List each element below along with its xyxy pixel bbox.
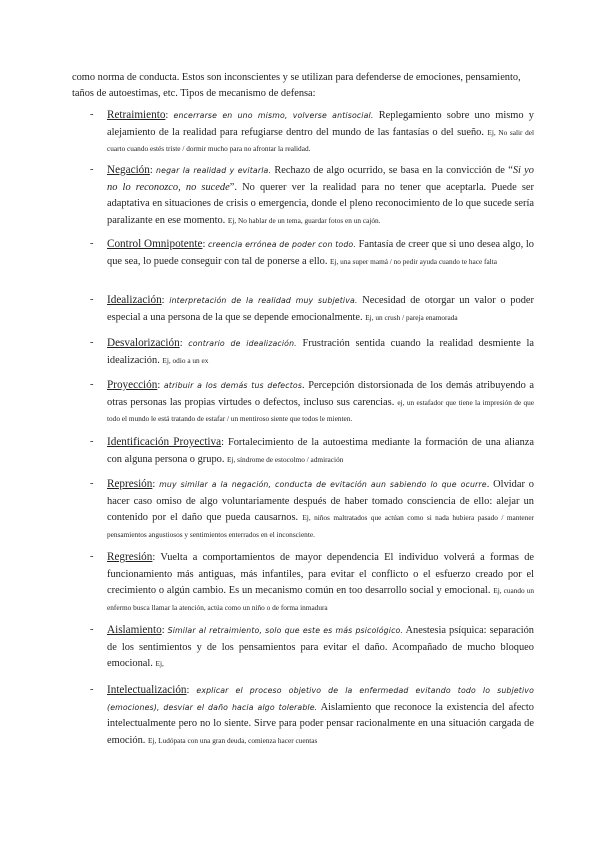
definition-text: . Olvidar o hacer caso omiso de algo voluntariamente después de haber tomado consciencia de ello: alejar un contenido por el daño que pueda causarnos.	[107, 479, 534, 524]
quote-text: Si yo no lo reconozco, no sucede	[107, 165, 534, 193]
term: Desvalorización	[107, 337, 180, 349]
bullet-dash: -	[90, 337, 94, 348]
list-item-regresion	[72, 549, 534, 616]
definition-text: Fortalecimiento de la autoestima mediante la formación de una alianza con alguna persona o grupo.	[107, 437, 534, 465]
term-colon: :	[161, 625, 168, 636]
term: Control Omnipotente	[107, 238, 203, 250]
term: Proyección	[107, 379, 158, 391]
definition-text: Vuelta a comportamientos de mayor dependencia El individuo volverá a formas de funcionamiento más antiguas, más infantiles, para evitar el conflicto o el esfuerzo creado por el crecimiento o algún cambio. Es un mecanismo común en too desarrollo social y emocional.	[107, 552, 535, 597]
definition-text: Anestesia psíquica: separación de los sentimientos y de los pensamientos para evitar el daño. Acompañado de mucho bloqueo emocional.	[107, 625, 534, 670]
handwritten-note: muy similar a la negación, conducta de evitación aun sabiendo lo que ocurre	[159, 480, 487, 489]
bullet-dash: -	[90, 294, 94, 305]
intro-paragraph: como norma de conducta. Estos son inconscientes y se utilizan para defenderse de emociones, pensamiento, taños de autoestimas, etc. Tipos de mecanismo de defensa:	[72, 72, 521, 99]
term-colon: :	[149, 165, 157, 176]
list-item-aislamiento	[72, 622, 534, 673]
term: Represión	[107, 478, 153, 490]
list-item-intelectualizacion	[72, 682, 534, 749]
bullet-dash: -	[90, 164, 94, 175]
example-text: Ej, síndrome de estocolmo / admiración	[227, 454, 344, 464]
bullet-dash: -	[90, 478, 94, 489]
example-text: Ej, odio a un ex	[162, 355, 209, 365]
term: Idealización	[107, 294, 162, 306]
example-text: Ej, un crush / pareja enamorada	[365, 312, 458, 322]
example-text: Ej,	[155, 659, 164, 669]
definition-text: Frustración sentida cuando la realidad desmiente la idealización.	[107, 338, 534, 366]
list-item-idealizacion	[72, 292, 534, 326]
handwritten-note: interpretación de la realidad muy subjetiva.	[169, 296, 358, 305]
definition-text: Replegamiento sobre uno mismo y alejamiento de la realidad para refugiarse dentro del mundo de las fantasías o del sueño.	[107, 110, 534, 138]
term: Retraimiento	[107, 109, 166, 121]
term-colon: :	[165, 110, 174, 121]
list-item-proyeccion	[72, 377, 534, 428]
definition-text: Rechazo de algo ocurrido, se basa en la convicción de “	[271, 165, 513, 176]
bullet-dash: -	[90, 379, 94, 390]
example-text: Ej, cuando un enfermo busca llamar la atención, actúa como un niño o de forma inmadura	[107, 586, 534, 612]
term: Identificación Proyectiva	[107, 436, 222, 448]
list-item-negacion	[72, 162, 534, 229]
handwritten-note: atribuir a los demás tus defectos	[163, 381, 303, 390]
term-colon: :	[202, 239, 208, 250]
example-text: Ej, No hablar de un tema, guardar fotos en un cajón.	[227, 215, 381, 225]
term-colon: :	[152, 552, 161, 563]
definition-text-cont: ”. No querer ver la realidad para no tener que aceptarla. Puede ser adaptativa en situaciones de crisis o emergencia, donde el pleno reconocimiento de lo que sucede sería paralizante en ese momento.	[107, 181, 534, 226]
bullet-dash: -	[90, 436, 94, 447]
list-item-represion	[72, 476, 534, 543]
term: Negación	[107, 164, 150, 176]
example-text: ej, un estafador que tiene la impresión de que todo el mundo le está tratando de estafar / un mentiroso siente que todos le mienten.	[107, 397, 534, 424]
handwritten-note: contrario de idealización.	[188, 339, 297, 348]
term: Intelectualización	[107, 684, 187, 696]
handwritten-note: explicar el proceso objetivo de la enfermedad evitando todo lo subjetivo (emociones), desviar el daño hacia algo tolerable.	[107, 686, 534, 712]
example-text: Ej, Ludópata con una gran deuda, comienza hacer cuentas	[147, 735, 318, 745]
definition-text: Fantasía de creer que si uno desea algo, lo que sea, lo puede conseguir con tal de ponerse a ello.	[107, 239, 534, 267]
handwritten-note: encerrarse en uno mismo, volverse antisocial.	[173, 111, 374, 120]
example-text: Ej, niños maltratados que actúan como si nada hubiera pasado / mantener pensamientos angustiosos y sentimientos enterrados en el inconsciente.	[107, 513, 534, 539]
handwritten-note: negar la realidad y evitarla.	[156, 166, 272, 175]
definition-text: Necesidad de otorgar un valor o poder especial a una persona de la que se depende emocionalmente.	[107, 295, 534, 323]
term-colon: :	[161, 295, 170, 306]
list-item-retraimiento	[72, 107, 534, 158]
definition-text: Aislamiento que reconoce la existencia del afecto intelectualmente pero no lo siente. Sirve para poder pensar racionalmente en una situación cargada de emoción.	[107, 701, 534, 746]
list-item-control-omnipotente	[72, 236, 534, 270]
bullet-dash: -	[90, 109, 94, 120]
term-colon: :	[221, 437, 228, 448]
term-colon: :	[157, 380, 164, 391]
term-colon: :	[179, 338, 189, 349]
term: Regresión	[107, 551, 153, 563]
list-item-identificacion-proyectiva	[72, 434, 534, 468]
term: Aislamiento	[107, 624, 162, 636]
term-colon: :	[152, 479, 160, 490]
example-text: Ej, No salir del cuarto cuando estés triste / dormir mucho para no afrontar la realidad.	[107, 127, 534, 154]
handwritten-note: Similar al retraimiento, solo que este es más psicológico.	[167, 626, 404, 635]
bullet-dash: -	[90, 624, 94, 635]
handwritten-note: creencia errónea de poder con todo.	[207, 240, 356, 249]
definition-text: . Percepción distorsionada de los demás atribuyendo a otras personas las propias virtudes o defectos, incluso sus carencias.	[107, 380, 534, 408]
list-item-desvalorizacion	[72, 335, 534, 369]
bullet-dash: -	[90, 684, 94, 695]
bullet-dash: -	[90, 551, 94, 562]
bullet-dash: -	[90, 238, 94, 249]
example-text: Ej, una super mamá / no pedir ayuda cuando te hace falta	[330, 256, 497, 266]
term-colon: :	[186, 685, 197, 696]
